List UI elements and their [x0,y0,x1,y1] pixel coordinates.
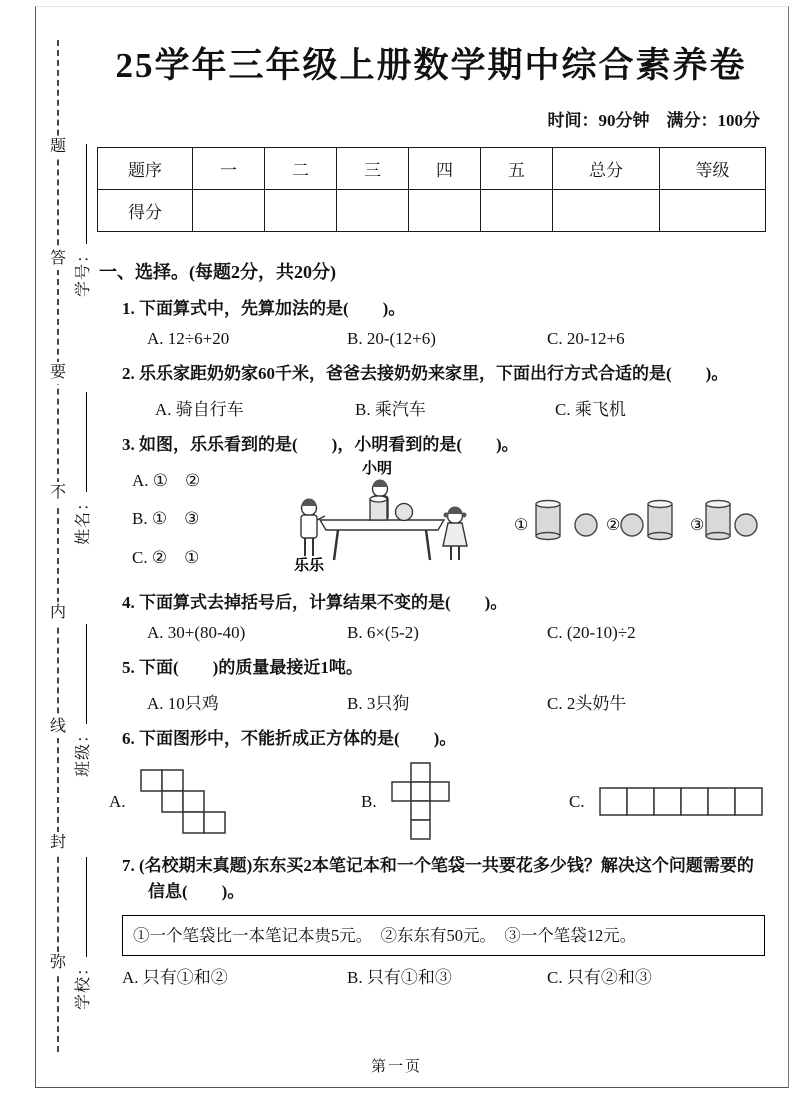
question-3-stem: 3. 如图，乐乐看到的是( )，小明看到的是( )。 [122,434,519,454]
view-2-label: ② [606,517,621,535]
score-header-cell: 五 [481,148,553,190]
seal-char-ti: 题 [48,136,68,158]
student-id-blank [75,144,87,244]
question-5-stem: 5. 下面( )的质量最接近1吨。 [122,658,363,678]
seal-char-xian: 线 [48,716,68,738]
class-label: 班级： [74,725,92,777]
option-c: C. 乘飞机 [555,399,626,419]
option-b: B. 乘汽车 [355,399,426,419]
school-field [71,840,91,1010]
girl-figure [443,507,467,561]
question-5 [97,655,765,713]
student-id-label: 学号： [74,245,92,297]
score-cell-empty [265,190,337,232]
option-a: A. 30+(80-40) [147,623,246,643]
seal-char-da: 答 [48,248,68,270]
view-1-shapes [536,501,597,540]
option-b: B. ① ③ [132,509,200,529]
class-field [71,607,91,777]
question-7 [97,853,765,988]
option-c: C. ② ① [132,547,200,567]
question-6-stem: 6. 下面图形中，不能折成正方体的是( )。 [122,728,457,748]
option-a: A. 骑自行车 [155,399,244,419]
main-content [97,36,765,988]
question-7-options [122,963,765,988]
question-2 [97,361,765,419]
seal-char-yao: 要 [48,362,68,384]
student-id-field [71,127,91,297]
section-heading: 一、选择。(每题2分，共20分) [99,262,336,282]
question-3 [97,432,765,578]
question-4-stem: 4. 下面算式去掉括号后，计算结果不变的是( )。 [122,593,508,613]
option-a-label: A. [109,791,126,811]
option-c: C. 只有②和③ [547,967,652,987]
option-c [569,787,765,817]
school-label: 学校： [74,958,92,1010]
option-c-label: C. [569,791,585,811]
view-3-label: ③ [690,517,705,535]
cube-net-b [391,762,451,841]
option-b: B. 6×(5-2) [347,623,419,643]
bottle-on-table [370,496,387,520]
score-row-label: 得分 [98,190,193,232]
question-3-illustration [292,458,762,578]
lele-label: 乐乐 [294,558,325,575]
question-5-options [147,689,765,714]
cube-net-c [599,787,765,817]
question-4-options [147,623,765,643]
option-b [361,762,569,841]
student-name-blank [75,392,87,492]
score-cell-empty [553,190,660,232]
option-a: A. ① ② [132,471,201,491]
option-c: C. 2头奶牛 [547,693,627,713]
score-header-cell: 二 [265,148,337,190]
score-header-cell: 四 [409,148,481,190]
option-b: B. 20-(12+6) [347,329,436,349]
score-header-cell: 三 [337,148,409,190]
option-a: A. 12÷6+20 [147,329,230,349]
score-header-cell: 总分 [553,148,660,190]
question-2-options [155,395,765,420]
question-7-info-box: ①一个笔袋比一本笔记本贵5元。 ②东东有50元。 ③一个笔袋12元。 [122,915,765,956]
option-b: B. 3只狗 [347,693,410,713]
seal-dashed-line [57,40,59,1052]
question-2-stem: 2. 乐乐家距奶奶家60千米，爸爸去接奶奶来家里，下面出行方式合适的是( )。 [122,364,729,384]
cube-net-a [140,769,228,835]
page-title: 25学年三年级上册数学期中综合素养卷 [115,46,747,85]
score-table-score-row [98,190,766,232]
view-1-label: ① [514,517,529,535]
score-cell-empty [337,190,409,232]
student-name-field [71,375,91,545]
option-b: B. 只有①和③ [347,967,452,987]
score-table-header-row [98,148,766,190]
option-c: C. (20-10)÷2 [547,623,636,643]
seal-char-mi: 弥 [48,952,68,974]
lele-figure [301,499,325,557]
question-4 [97,590,765,643]
option-a: A. 10只鸡 [147,693,219,713]
xiaoming-label: 小明 [362,461,393,478]
seal-char-bu: 不 [48,482,68,504]
page-footer: 第一页 [370,1059,422,1075]
table [320,520,444,560]
exam-meta: 时间：90分钟 满分：100分 [547,111,760,130]
option-b-label: B. [361,791,377,811]
school-blank [75,857,87,957]
question-3-options [132,462,292,578]
class-blank [75,624,87,724]
student-name-label: 姓名： [74,493,92,545]
question-6-options [109,762,765,841]
ball-on-table [396,504,413,521]
option-a [109,769,361,835]
score-table [97,147,766,232]
option-c: C. 20-12+6 [547,329,625,349]
question-1 [97,296,765,349]
view-3-shapes [706,501,757,540]
question-1-stem: 1. 下面算式中，先算加法的是( )。 [122,299,406,318]
seal-char-feng: 封 [48,832,68,854]
score-cell-empty [481,190,553,232]
view-2-shapes [621,501,672,540]
score-header-cell: 等级 [660,148,766,190]
question-7-stem: 7. (名校期末真题)东东买2本笔记本和一个笔袋一共要花多少钱？解决这个问题需要的信息( )。 [122,856,754,902]
question-1-options [147,329,765,349]
question-6 [97,726,765,841]
score-header-cell: 题序 [98,148,193,190]
score-cell-empty [193,190,265,232]
score-header-cell: 一 [193,148,265,190]
option-a: A. 只有①和② [122,967,228,987]
score-cell-empty [409,190,481,232]
seal-char-nei: 内 [48,602,68,624]
score-cell-empty [660,190,766,232]
